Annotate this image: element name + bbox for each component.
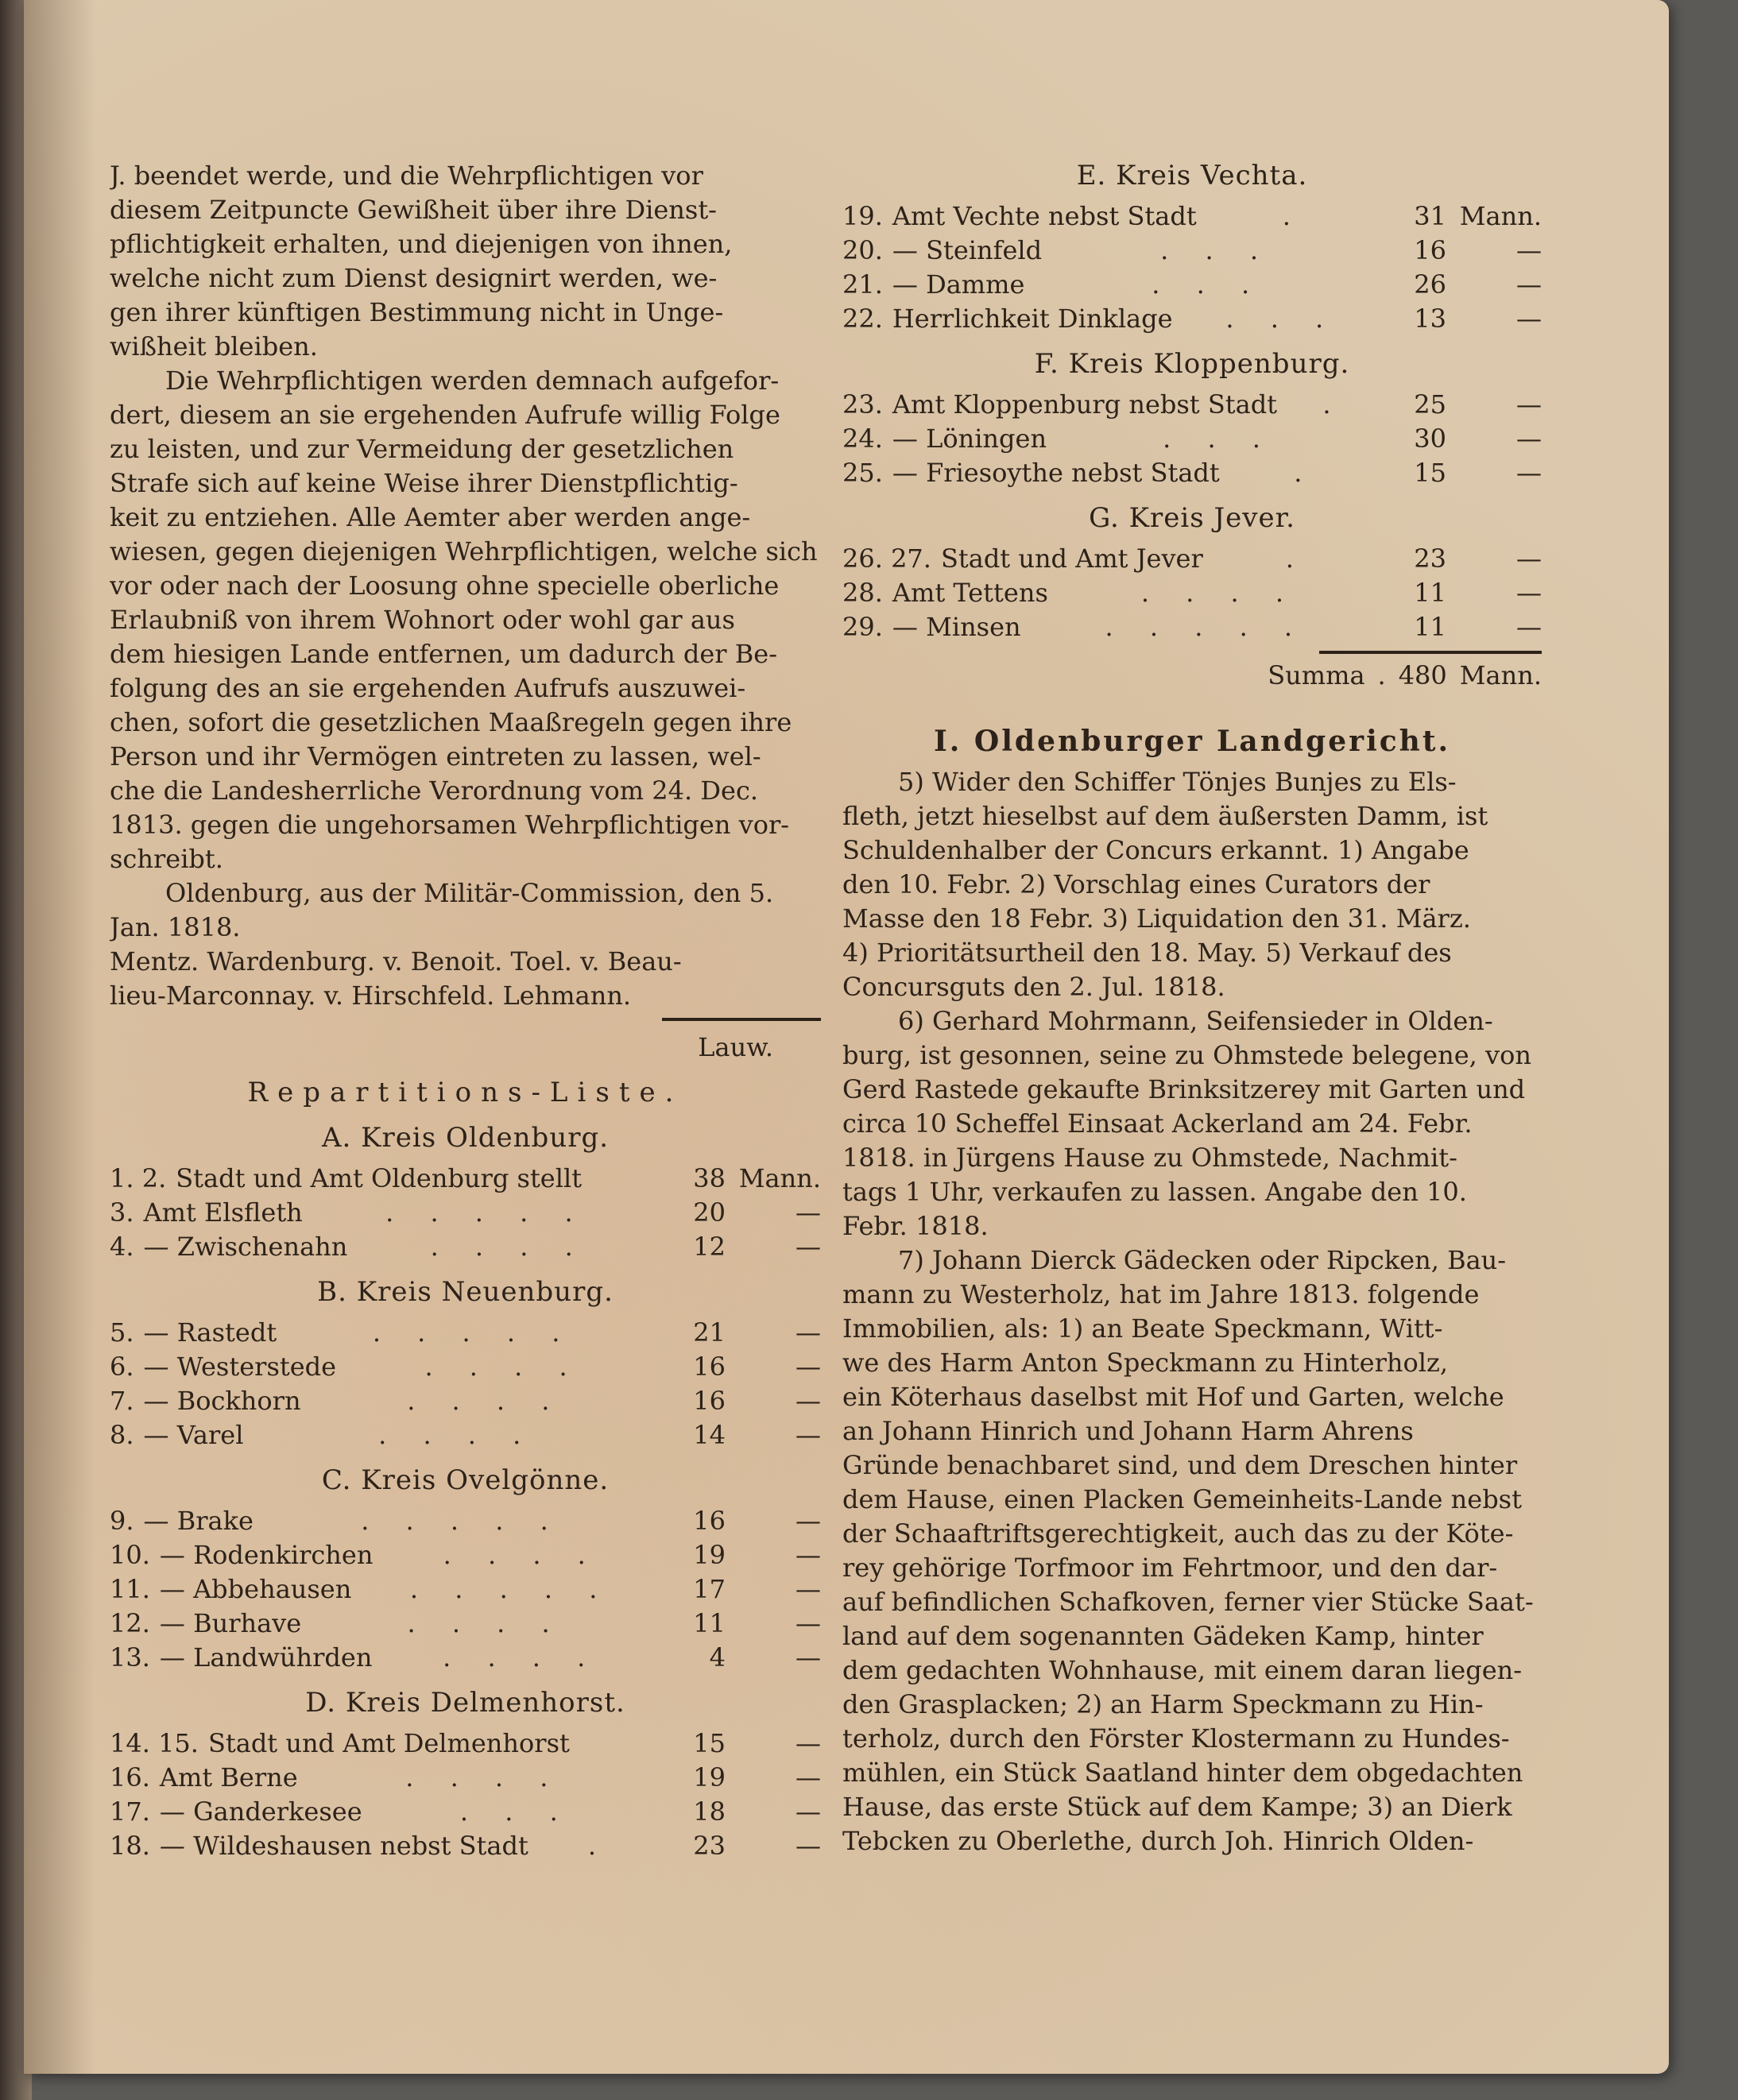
text-line: circa 10 Scheffel Einsaat Ackerland am 24. Febr.: [842, 1108, 1473, 1139]
list-item: [110, 1607, 821, 1641]
district-name: Herrlichkeit Dinklage: [892, 304, 1173, 334]
list-item: [110, 1196, 821, 1230]
text-line: Tebcken zu Oberlethe, durch Joh. Hinrich Olden-: [842, 1826, 1474, 1856]
text-line: mühlen, ein Stück Saatland hinter dem obgedachten: [842, 1758, 1523, 1788]
notice-paragraph-7: [842, 1243, 1542, 1858]
list-item: [842, 388, 1542, 422]
unit-label: —: [1516, 269, 1542, 300]
item-number: 16.: [110, 1762, 150, 1793]
dateline: [110, 876, 821, 945]
district-name: — Ganderkesee: [159, 1796, 362, 1827]
text-line: che die Landesherrliche Verordnung vom 24. Dec.: [110, 775, 759, 806]
text-line: 7) Johann Dierck Gädecken oder Ripcken, Bau-: [898, 1245, 1507, 1275]
recruit-count: 16: [693, 1352, 726, 1382]
text-line: keit zu entziehen. Alle Aemter aber werden ange-: [110, 502, 751, 532]
leader-dots: . . .: [1152, 269, 1264, 300]
unit-label: —: [1516, 543, 1542, 574]
recruit-count: 26: [1414, 269, 1446, 300]
text-line: Die Wehrpflichtigen werden demnach aufgefor-: [165, 365, 780, 396]
text-line: rey gehörige Torfmoor im Fehrtmoor, und den dar-: [842, 1553, 1498, 1583]
notice-paragraph-6: [842, 1004, 1542, 1243]
text-line: Erlaubniß von ihrem Wohnort oder wohl gar aus: [110, 605, 735, 635]
court-heading: I. Oldenburger Landgericht.: [933, 725, 1451, 758]
leader-dots: . . . . .: [385, 1197, 587, 1228]
text-line: tags 1 Uhr, verkaufen zu lassen. Angabe den 10.: [842, 1177, 1467, 1207]
recruit-count: 30: [1414, 423, 1446, 454]
recruit-count: 16: [693, 1386, 726, 1416]
district-name: — Wildeshausen nebst Stadt: [159, 1831, 528, 1861]
summa-value: 480: [1398, 660, 1447, 690]
unit-label: Mann.: [1459, 201, 1542, 231]
unit-label: —: [1516, 612, 1542, 642]
text-line: 1813. gegen die ungehorsamen Wehrpflichtigen vor-: [110, 810, 790, 840]
text-line: Gründe benachbaret sind, und dem Dreschen hinter: [842, 1450, 1518, 1480]
section-heading: B. Kreis Neuenburg.: [317, 1276, 614, 1308]
recruit-count: 38: [693, 1163, 726, 1193]
leader-dots: . . . .: [407, 1608, 564, 1638]
leader-dots: .: [1294, 458, 1317, 488]
item-number: 8.: [110, 1420, 134, 1450]
text-line: Oldenburg, aus der Militär-Commission, den 5.: [165, 878, 774, 908]
list-item: [110, 1162, 821, 1196]
text-line: dert, diesem an sie ergehenden Aufrufe willig Folge: [110, 400, 780, 430]
recruit-count: 12: [693, 1232, 726, 1262]
text-line: chen, sofort die gesetzlichen Maaßregeln gegen ihre: [110, 707, 792, 737]
text-line: 6) Gerhard Mohrmann, Seifensieder in Olden-: [898, 1006, 1493, 1036]
list-item: [110, 1572, 821, 1607]
item-number: 29.: [842, 612, 883, 642]
item-number: 24.: [842, 423, 883, 454]
text-line: ein Köterhaus daselbst mit Hof und Garten, welche: [842, 1382, 1504, 1412]
unit-label: —: [795, 1642, 821, 1673]
text-line: J. beendet werde, und die Wehrpflichtigen vor: [110, 160, 703, 191]
recruit-count: 25: [1414, 389, 1446, 420]
unit-label: —: [1516, 423, 1542, 454]
leader-dots: .: [1285, 543, 1308, 574]
district-name: — Zwischenahn: [143, 1232, 348, 1262]
list-item: [110, 1418, 821, 1452]
unit-label: —: [1516, 235, 1542, 265]
item-number: 1. 2.: [110, 1163, 167, 1193]
unit-label: —: [795, 1608, 821, 1638]
leader-dots: . . . . .: [1105, 612, 1307, 642]
text-line: fleth, jetzt hieselbst auf dem äußersten Damm, ist: [842, 801, 1488, 831]
list-item: [842, 302, 1542, 336]
recruit-count: 31: [1414, 201, 1446, 231]
leader-dots: . . . . .: [361, 1506, 563, 1536]
list-item: [110, 1350, 821, 1384]
leader-dots: . . .: [1160, 235, 1272, 265]
recruit-count: 14: [693, 1420, 726, 1450]
item-number: 5.: [110, 1317, 134, 1348]
summa-unit: Mann.: [1459, 660, 1542, 690]
item-number: 18.: [110, 1831, 150, 1861]
district-name: — Westerstede: [143, 1352, 337, 1382]
text-line: den 10. Febr. 2) Vorschlag eines Curators der: [842, 869, 1430, 899]
list-item: [110, 1829, 821, 1863]
leader-dots: . . . .: [407, 1386, 564, 1416]
text-line: lieu-Marconnay. v. Hirschfeld. Lehmann.: [110, 980, 632, 1011]
leader-dots: . . .: [1163, 423, 1275, 454]
text-line: welche nicht zum Dienst designirt werden, we-: [110, 263, 718, 293]
text-line: folgung des an sie ergehenden Aufrufs auszuwei-: [110, 673, 746, 703]
text-line: Jan. 1818.: [110, 912, 241, 942]
item-number: 12.: [110, 1608, 150, 1638]
item-number: 19.: [842, 201, 883, 231]
section-heading: A. Kreis Oldenburg.: [321, 1122, 610, 1154]
summa-row: [842, 659, 1542, 693]
text-line: terholz, durch den Förster Klostermann zu Hundes-: [842, 1723, 1510, 1754]
text-line: Febr. 1818.: [842, 1211, 989, 1241]
text-line: Person und ihr Vermögen eintreten zu lassen, wel-: [110, 741, 761, 772]
district-name: — Löningen: [892, 423, 1047, 454]
list-item: [110, 1641, 821, 1675]
text-line: Mentz. Wardenburg. v. Benoit. Toel. v. Beau-: [110, 946, 682, 977]
section-heading: G. Kreis Jever.: [1089, 502, 1295, 534]
text-line: mann zu Westerholz, hat im Jahre 1813. folgende: [842, 1279, 1480, 1309]
recruit-count: 19: [693, 1540, 726, 1570]
list-item: [842, 610, 1542, 644]
leader-dots: . . . .: [443, 1642, 600, 1673]
district-name: — Abbehausen: [159, 1574, 352, 1604]
unit-label: —: [795, 1796, 821, 1827]
text-line: Immobilien, als: 1) an Beate Speckmann, Witt-: [842, 1313, 1443, 1344]
recruit-count: 21: [693, 1317, 726, 1348]
signatories: [110, 945, 821, 1013]
unit-label: —: [795, 1352, 821, 1382]
list-item: [110, 1538, 821, 1572]
list-item: [110, 1384, 821, 1418]
notice-paragraph-5: [842, 765, 1542, 1004]
unit-label: —: [795, 1506, 821, 1536]
district-name: — Bockhorn: [143, 1386, 301, 1416]
district-name: — Minsen: [892, 612, 1021, 642]
list-item: [842, 456, 1542, 490]
leader-dots: . . . . .: [372, 1317, 575, 1348]
recruit-count: 16: [1414, 235, 1446, 265]
district-name: Amt Tettens: [892, 578, 1048, 608]
item-number: 14. 15.: [110, 1728, 199, 1758]
text-line: schreibt.: [110, 844, 223, 874]
text-line: den Grasplacken; 2) an Harm Speckmann zu Hin-: [842, 1689, 1484, 1719]
district-name: — Varel: [143, 1420, 244, 1450]
unit-label: —: [795, 1317, 821, 1348]
right-column: [842, 159, 1542, 1858]
list-item: [842, 422, 1542, 456]
list-title: Repartitions-Liste.: [247, 1077, 683, 1108]
recruit-count: 17: [693, 1574, 726, 1604]
text-line: zu leisten, und zur Vermeidung der gesetzlichen: [110, 434, 734, 464]
recruit-count: 15: [693, 1728, 726, 1758]
recruit-count: 11: [693, 1608, 726, 1638]
recruit-count: 11: [1414, 578, 1446, 608]
recruit-count: 16: [693, 1506, 726, 1536]
text-line: 1818. in Jürgens Hause zu Ohmstede, Nachmit-: [842, 1143, 1457, 1173]
signature-rule: [662, 1018, 821, 1021]
leader-dots: . . . . .: [409, 1574, 612, 1604]
unit-label: —: [795, 1197, 821, 1228]
text-line: land auf dem sogenannten Gädeken Kamp, hinter: [842, 1621, 1484, 1651]
text-line: dem hiesigen Lande entfernen, um dadurch der Be-: [110, 639, 778, 669]
district-name: Amt Kloppenburg nebst Stadt: [892, 389, 1278, 420]
unit-label: —: [795, 1762, 821, 1793]
item-number: 25.: [842, 458, 883, 488]
text-line: dem gedachten Wohnhause, mit einem daran liegen-: [842, 1655, 1523, 1685]
summa-dot: .: [1377, 660, 1386, 690]
leader-dots: .: [1282, 201, 1305, 231]
item-number: 26. 27.: [842, 543, 931, 574]
item-number: 4.: [110, 1232, 134, 1262]
list-item: [110, 1795, 821, 1829]
text-line: der Schaaftriftsgerechtigkeit, auch das zu der Köte-: [842, 1518, 1514, 1549]
recruit-count: 11: [1414, 612, 1446, 642]
text-line: dem Hause, einen Placken Gemeinheits-Lande nebst: [842, 1484, 1522, 1514]
list-item: [842, 234, 1542, 268]
list-item: [110, 1504, 821, 1538]
text-line: pflichtigkeit erhalten, und diejenigen von ihnen,: [110, 229, 733, 259]
leader-dots: .: [1322, 389, 1345, 420]
text-line: 4) Prioritätsurtheil den 18. May. 5) Verkauf des: [842, 938, 1452, 968]
text-line: auf befindlichen Schafkoven, ferner vier Stücke Saat-: [842, 1587, 1534, 1617]
district-name: — Steinfeld: [892, 235, 1043, 265]
section-heading: F. Kreis Kloppenburg.: [1034, 348, 1350, 380]
list-item: [842, 268, 1542, 302]
recruit-count: 4: [709, 1642, 726, 1673]
item-number: 9.: [110, 1506, 134, 1536]
text-line: vor oder nach der Loosung ohne specielle oberliche: [110, 570, 780, 601]
text-line: we des Harm Anton Speckmann zu Hinterholz,: [842, 1348, 1449, 1378]
text-line: Masse den 18 Febr. 3) Liquidation den 31. März.: [842, 903, 1471, 934]
unit-label: —: [795, 1540, 821, 1570]
unit-label: —: [795, 1420, 821, 1450]
text-line: Concursguts den 2. Jul. 1818.: [842, 972, 1225, 1002]
unit-label: —: [795, 1728, 821, 1758]
item-number: 21.: [842, 269, 883, 300]
recruit-count: 20: [693, 1197, 726, 1228]
unit-label: —: [795, 1232, 821, 1262]
district-name: Amt Vechte nebst Stadt: [892, 201, 1197, 231]
unit-label: Mann.: [738, 1163, 821, 1193]
text-line: Hause, das erste Stück auf dem Kampe; 3) an Dierk: [842, 1792, 1512, 1822]
document-page: [24, 0, 1669, 2074]
item-number: 23.: [842, 389, 883, 420]
district-name: — Rodenkirchen: [159, 1540, 374, 1570]
list-item: [842, 542, 1542, 576]
section-heading: E. Kreis Vechta.: [1076, 160, 1308, 191]
item-number: 13.: [110, 1642, 150, 1673]
left-column: [110, 159, 821, 1863]
leader-dots: . . . .: [378, 1420, 536, 1450]
text-line: Strafe sich auf keine Weise ihrer Dienstpflichtig-: [110, 468, 738, 498]
list-item: [110, 1230, 821, 1264]
leader-dots: . . .: [459, 1796, 572, 1827]
section-heading: D. Kreis Delmenhorst.: [305, 1687, 625, 1719]
text-line: gen ihrer künftigen Bestimmung nicht in Unge-: [110, 297, 724, 327]
text-line: Schuldenhalber der Concurs erkannt. 1) Angabe: [842, 835, 1469, 865]
leader-dots: .: [587, 1831, 610, 1861]
district-name: — Rastedt: [143, 1317, 277, 1348]
district-name: — Damme: [892, 269, 1025, 300]
obligation-paragraph: [110, 364, 821, 876]
recruit-count: 13: [1414, 304, 1446, 334]
unit-label: —: [1516, 389, 1542, 420]
text-line: Gerd Rastede gekaufte Brinksitzerey mit Garten und: [842, 1074, 1526, 1104]
item-number: 20.: [842, 235, 883, 265]
recruit-count: 23: [1414, 543, 1446, 574]
leader-dots: . . . .: [405, 1762, 563, 1793]
section-heading: C. Kreis Ovelgönne.: [321, 1464, 610, 1496]
intro-paragraph: [110, 159, 821, 364]
list-item: [110, 1727, 821, 1761]
leader-dots: . . .: [1225, 304, 1338, 334]
item-number: 28.: [842, 578, 883, 608]
unit-label: —: [795, 1386, 821, 1416]
item-number: 10.: [110, 1540, 150, 1570]
summa-label: Summa: [1268, 660, 1365, 690]
text-line: diesem Zeitpuncte Gewißheit über ihre Dienst-: [110, 195, 717, 225]
item-number: 17.: [110, 1796, 150, 1827]
district-name: Amt Berne: [159, 1762, 298, 1793]
list-item: [842, 576, 1542, 610]
recruit-count: 18: [693, 1796, 726, 1827]
item-number: 7.: [110, 1386, 134, 1416]
countersignature: Lauw.: [698, 1032, 773, 1062]
list-item: [842, 199, 1542, 234]
item-number: 22.: [842, 304, 883, 334]
district-name: Amt Elsfleth: [143, 1197, 303, 1228]
text-line: 5) Wider den Schiffer Tönjes Bunjes zu Els-: [898, 767, 1457, 797]
unit-label: —: [1516, 304, 1542, 334]
text-line: wißheit bleiben.: [110, 331, 318, 362]
item-number: 3.: [110, 1197, 134, 1228]
district-name: — Friesoythe nebst Stadt: [892, 458, 1220, 488]
district-name: — Landwührden: [159, 1642, 373, 1673]
district-name: Stadt und Amt Oldenburg stellt: [176, 1163, 583, 1193]
text-line: wiesen, gegen diejenigen Wehrpflichtigen, welche sich: [110, 536, 818, 567]
district-name: — Burhave: [159, 1608, 302, 1638]
district-name: Stadt und Amt Jever: [940, 543, 1203, 574]
text-line: an Johann Hinrich und Johann Harm Ahrens: [842, 1416, 1414, 1446]
leader-dots: . . . .: [1140, 578, 1299, 608]
summa-rule: [1319, 651, 1542, 654]
unit-label: —: [795, 1831, 821, 1861]
leader-dots: . . . .: [424, 1352, 582, 1382]
unit-label: —: [1516, 458, 1542, 488]
leader-dots: . . . .: [430, 1232, 587, 1262]
recruit-count: 23: [693, 1831, 726, 1861]
item-number: 11.: [110, 1574, 150, 1604]
district-name: — Brake: [143, 1506, 254, 1536]
item-number: 6.: [110, 1352, 134, 1382]
district-name: Stadt und Amt Delmenhorst: [207, 1728, 570, 1758]
recruit-count: 19: [693, 1762, 726, 1793]
list-item: [110, 1316, 821, 1350]
recruit-count: 15: [1414, 458, 1446, 488]
text-line: burg, ist gesonnen, seine zu Ohmstede belegene, von: [842, 1040, 1531, 1070]
unit-label: —: [1516, 578, 1542, 608]
leader-dots: . . . .: [443, 1540, 600, 1570]
page-gutter: [24, 0, 95, 2074]
list-item: [110, 1761, 821, 1795]
unit-label: —: [795, 1574, 821, 1604]
